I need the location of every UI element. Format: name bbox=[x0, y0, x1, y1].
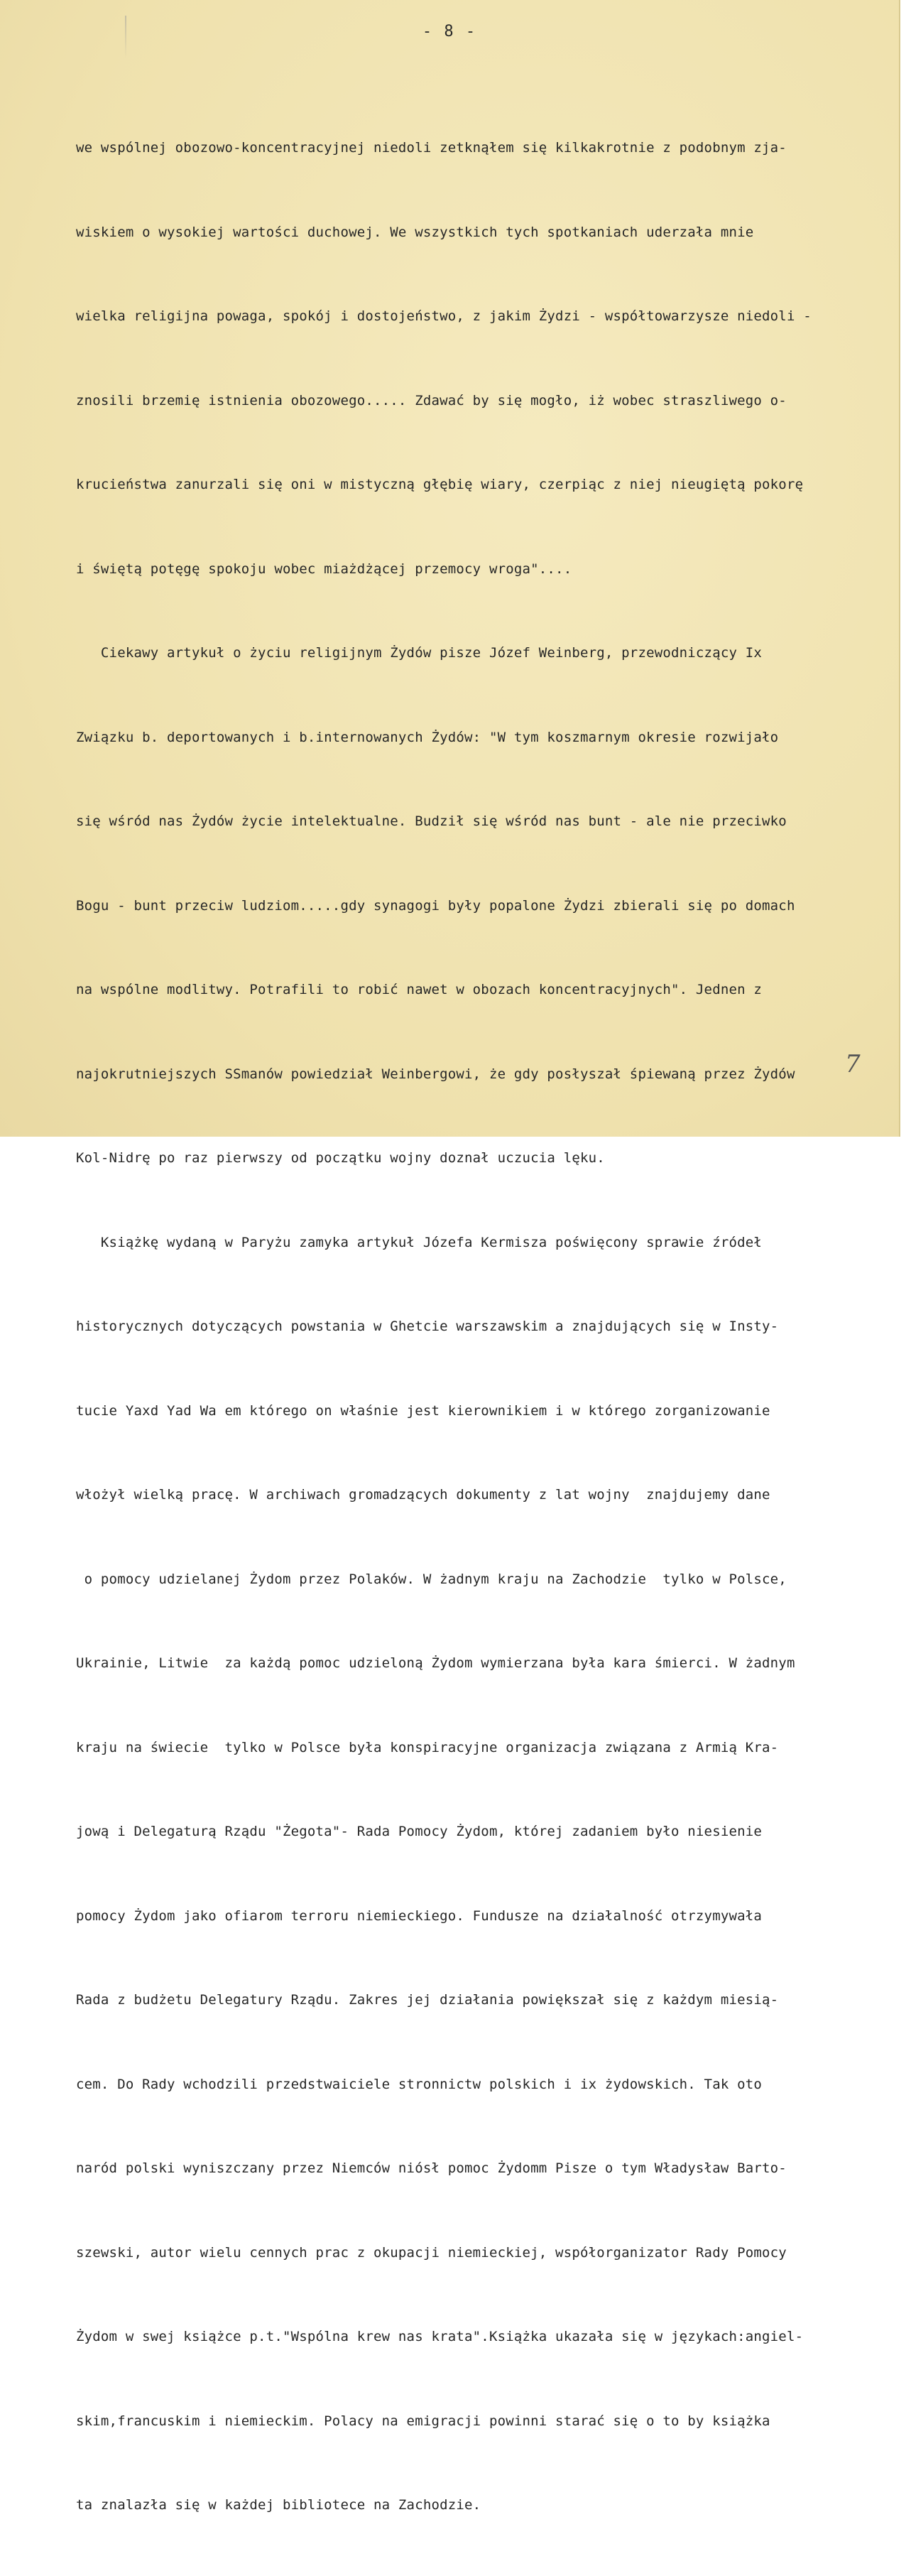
text-line: Książkę wydaną w Paryżu zamyka artykuł Józefa Kermisza poświęcony sprawie źródeł bbox=[76, 1234, 763, 1250]
text-line: Żydom w swej książce p.t."Wspólna krew nas krata".Książka ukazała się w językach:angiel- bbox=[76, 2329, 804, 2344]
text-line: najokrutniejszych SSmanów powiedział Weinbergowi, że gdy posłyszał śpiewaną przez Żydów bbox=[76, 1066, 795, 1082]
text-line: wielka religijna powaga, spokój i dostojeństwo, z jakim Żydzi - współtowarzysze niedoli - bbox=[76, 308, 812, 324]
text-line: o pomocy udzielanej Żydom przez Polaków. W żadnym kraju na Zachodzie tylko w Polsce, bbox=[76, 1571, 787, 1587]
text-line: historycznych dotyczących powstania w Ghetcie warszawskim a znajdujących się w Insty- bbox=[76, 1319, 779, 1334]
text-line: krucieństwa zanurzali się oni w mistyczną głębię wiary, czerpiąc z niej nieugiętą pokorę bbox=[76, 477, 804, 492]
text-line: i świętą potęgę spokoju wobec miażdżącej przemocy wroga".... bbox=[76, 561, 572, 577]
text-line: we wspólnej obozowo-koncentracyjnej niedoli zetknąłem się kilkakrotnie z podobnym zja- bbox=[76, 140, 787, 156]
text-line: Ciekawy artykuł o życiu religijnym Żydów pisze Józef Weinberg, przewodniczący Ix bbox=[76, 645, 763, 661]
text-line: Kol-Nidrę po raz pierwszy od początku wojny doznał uczucia lęku. bbox=[76, 1150, 605, 1166]
text-line: szewski, autor wielu cennych prac z okupacji niemieckiej, współorganizator Rady Pomocy bbox=[76, 2244, 787, 2261]
text-line: się wśród nas Żydów życie intelektualne. Budził się wśród nas bunt - ale nie przeciwko bbox=[76, 813, 787, 829]
text-line: skim,francuskim i niemieckim. Polacy na emigracji powinni starać się o to by książka bbox=[76, 2413, 770, 2429]
handwritten-page-number: 7 bbox=[845, 1050, 861, 1078]
text-line: kraju na świecie tylko w Polsce była konspiracyjne organizacja związana z Armią Kra- bbox=[76, 1739, 779, 1755]
text-line: Związku b. deportowanych i b.internowanych Żydów: "W tym koszmarnym okresie rozwijało bbox=[76, 729, 779, 745]
text-line: tucie Yaxd Yad Wa em którego on właśnie jest kierownikiem i w którego zorganizowanie bbox=[76, 1402, 770, 1419]
text-line: Rada z budżetu Delegatury Rządu. Zakres jej działania powiększał się z każdym miesią- bbox=[76, 1992, 779, 2008]
text-line: Ukrainie, Litwie za każdą pomoc udzieloną Żydom wymierzana była kara śmierci. W żadnym bbox=[76, 1655, 795, 1671]
body-text bbox=[76, 78, 893, 2576]
text-line: wiskiem o wysokiej wartości duchowej. We wszystkich tych spotkaniach uderzała mnie bbox=[76, 224, 754, 240]
text-line: włożył wielką pracę. W archiwach gromadzących dokumenty z lat wojny znajdujemy dane bbox=[76, 1487, 770, 1503]
page-number: - 8 - bbox=[422, 23, 477, 40]
text-line: pomocy Żydom jako ofiarom terroru niemieckiego. Fundusze na działalność otrzymywała bbox=[76, 1907, 763, 1924]
text-line: ta znalazła się w każdej bibliotece na Zachodzie. bbox=[76, 2497, 481, 2513]
text-line: znosili brzemię istnienia obozowego..... Zdawać by się mogło, iż wobec straszliwego o- bbox=[76, 392, 787, 408]
text-line: na wspólne modlitwy. Potrafili to robić nawet w obozach koncentracyjnych". Jednen z bbox=[76, 982, 763, 997]
text-line: jową i Delegaturą Rządu "Żegota"- Rada Pomocy Żydom, której zadaniem było niesienie bbox=[76, 1824, 763, 1839]
text-line: cem. Do Rady wchodzili przedstwaiciele stronnictw polskich i ix żydowskich. Tak oto bbox=[76, 2076, 763, 2092]
text-line: naród polski wyniszczany przez Niemców niósł pomoc Żydomm Pisze o tym Władysław Barto- bbox=[76, 2160, 787, 2176]
text-line: Bogu - bunt przeciw ludziom.....gdy synagogi były popalone Żydzi zbierali się po domach bbox=[76, 897, 795, 914]
